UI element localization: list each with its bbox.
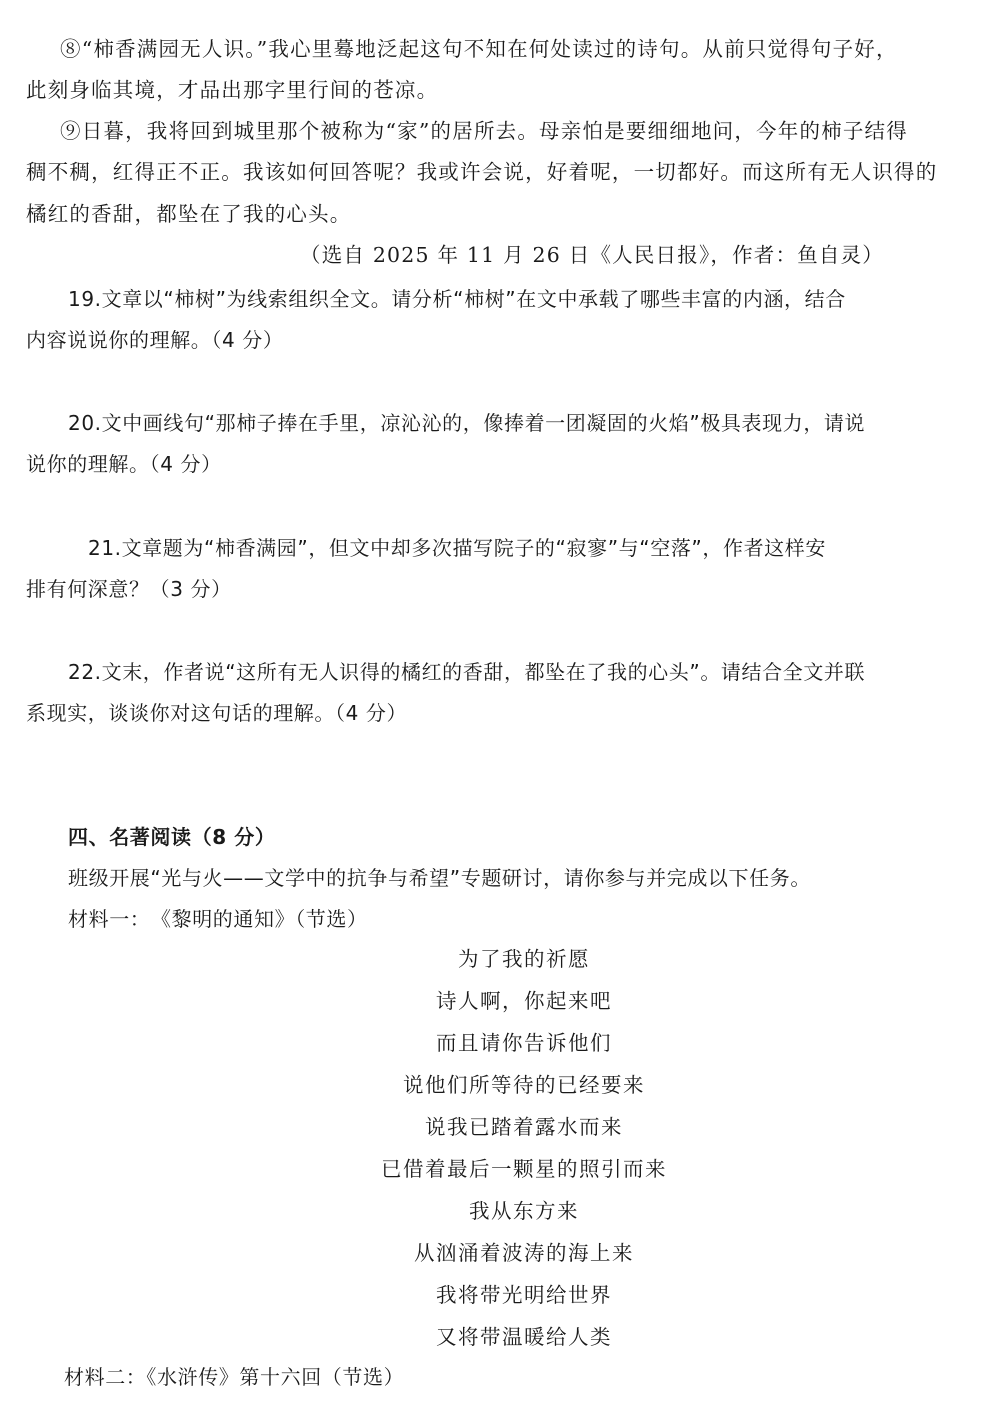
- poem-line: 我将带光明给世界: [436, 1283, 612, 1307]
- question-19-line-2: 内容说说你的理解。（4 分）: [26, 328, 284, 352]
- material-2-label: 材料二：《水浒传》第十六回（节选）: [64, 1365, 405, 1389]
- poem-line: 已借着最后一颗星的照引而来: [381, 1157, 667, 1181]
- poem-line: 又将带温暖给人类: [436, 1325, 612, 1349]
- poem-line: 我从东方来: [469, 1199, 579, 1223]
- poem-line: 说我已踏着露水而来: [425, 1115, 623, 1139]
- paragraph-9-line-3: 橘红的香甜，都坠在了我的心头。: [26, 202, 352, 226]
- paragraph-8-line-2: 此刻身临其境，才品出那字里行间的苍凉。: [26, 78, 439, 102]
- question-19-line-1: 19.文章以“柿树”为线索组织全文。请分析“柿树”在文中承载了哪些丰富的内涵，结合: [68, 287, 846, 311]
- paragraph-8-line-1: ⑧“柿香满园无人识。”我心里蓦地泛起这句不知在何处读过的诗句。从前只觉得句子好，: [60, 37, 898, 61]
- poem-line: 从汹涌着波涛的海上来: [414, 1241, 634, 1265]
- section-4-intro: 班级开展“光与火——文学中的抗争与希望”专题研讨，请你参与并完成以下任务。: [68, 866, 811, 890]
- section-4-heading: 四、名著阅读（8 分）: [68, 825, 276, 849]
- question-20-line-2: 说你的理解。（4 分）: [26, 452, 222, 476]
- paragraph-9-line-2: 稠不稠，红得正不正。我该如何回答呢？我或许会说，好着呢，一切都好。而这所有无人识得的: [26, 160, 938, 184]
- poem-line: 诗人啊，你起来吧: [436, 989, 612, 1013]
- poem-line: 为了我的祈愿: [458, 947, 590, 971]
- question-21-line-2: 排有何深意？（3 分）: [26, 577, 232, 601]
- question-22-line-2: 系现实，谈谈你对这句话的理解。（4 分）: [26, 701, 408, 725]
- material-1-label: 材料一： 《黎明的通知》（节选）: [68, 907, 368, 931]
- source-citation: （选自 2025 年 11 月 26 日《人民日报》，作者：鱼自灵）: [300, 243, 884, 267]
- paragraph-9-line-1: ⑨日暮，我将回到城里那个被称为“家”的居所去。母亲怕是要细细地问，今年的柿子结得: [60, 119, 908, 143]
- question-20-line-1: 20.文中画线句“那柿子捧在手里，凉沁沁的，像捧着一团凝固的火焰”极具表现力，请说: [68, 411, 866, 435]
- poem-line: 而且请你告诉他们: [436, 1031, 612, 1055]
- question-22-line-1: 22.文末，作者说“这所有无人识得的橘红的香甜，都坠在了我的心头”。请结合全文并联: [68, 660, 866, 684]
- poem-line: 说他们所等待的已经要来: [403, 1073, 645, 1097]
- question-21-line-1: 21.文章题为“柿香满园”，但文中却多次描写院子的“寂寥”与“空落”，作者这样安: [88, 536, 826, 560]
